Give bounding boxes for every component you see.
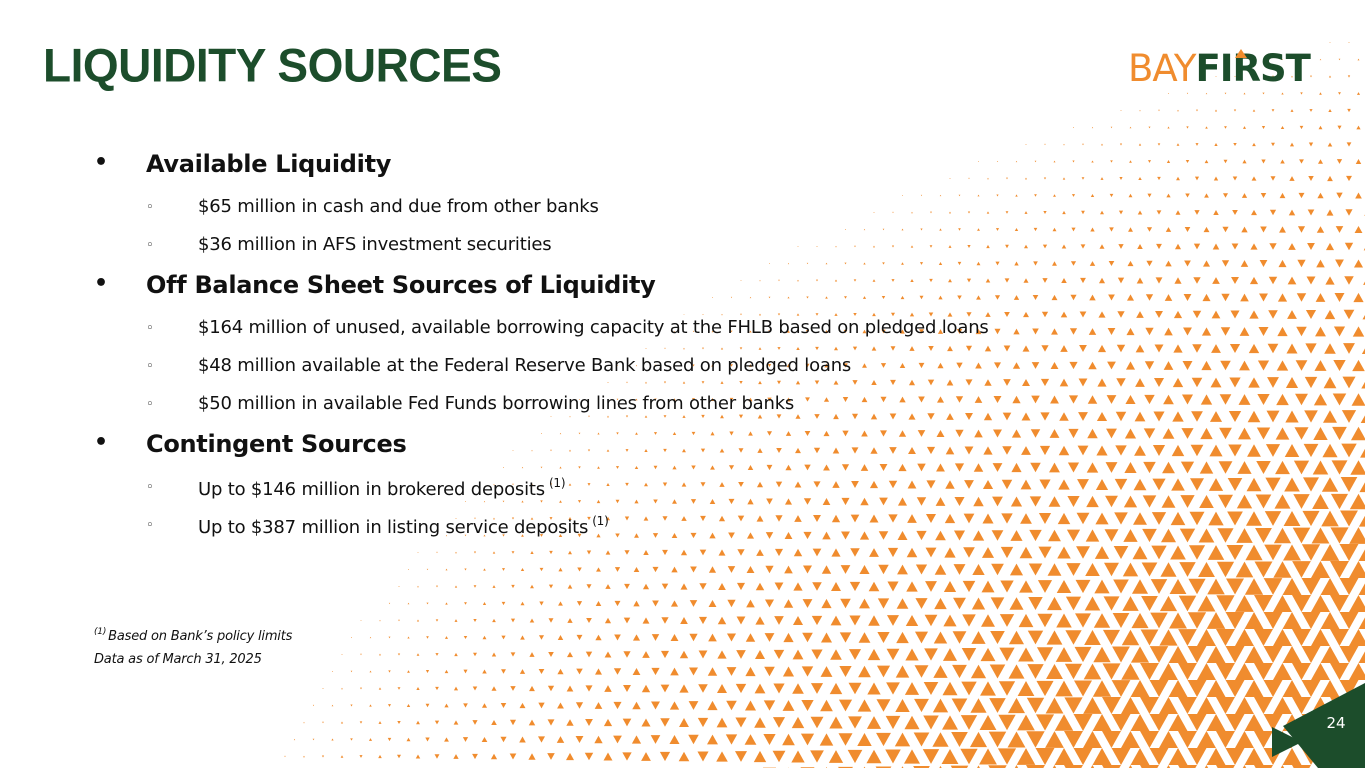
- footnote-marker: (1): [94, 627, 107, 637]
- bayfirst-logo: [1128, 47, 1310, 91]
- list-item-text: Up to $146 million in brokered deposits: [198, 479, 545, 500]
- sub-bullet-icon: ◦: [146, 518, 154, 533]
- list-item-text: Up to $387 million in listing service deposits: [198, 517, 589, 538]
- sub-bullet-icon: ◦: [146, 200, 154, 215]
- section-heading-text: Available Liquidity: [146, 150, 392, 178]
- page-number: 24: [1326, 714, 1346, 732]
- page-title: LIQUIDITY SOURCES: [43, 38, 502, 92]
- list-item-text: $164 million of unused, available borrowing capacity at the FHLB based on pledged loans: [198, 317, 989, 338]
- sub-bullet-icon: ◦: [146, 238, 154, 253]
- list-item-text: $50 million in available Fed Funds borrowing lines from other banks: [198, 393, 795, 414]
- sub-bullet-icon: ◦: [146, 480, 154, 495]
- list-item-text: $48 million available at the Federal Reserve Bank based on pledged loans: [198, 355, 852, 376]
- footnote-ref: (1): [592, 514, 609, 528]
- logo-accent-triangle: [1235, 49, 1247, 58]
- footnote-ref: (1): [548, 476, 566, 490]
- sub-bullet-icon: ◦: [146, 359, 154, 374]
- bullet-icon: •: [94, 150, 109, 175]
- bullet-icon: •: [94, 430, 109, 455]
- logo-text-bay: BAY: [1128, 47, 1196, 90]
- section-heading-text: Off Balance Sheet Sources of Liquidity: [146, 271, 656, 299]
- footnote-text: Based on Bank’s policy limits: [108, 629, 293, 644]
- footnote-data-date: Data as of March 31, 2025: [94, 652, 262, 667]
- list-item-text: $65 million in cash and due from other banks: [198, 196, 599, 217]
- section-heading-text: Contingent Sources: [146, 430, 407, 458]
- bullet-icon: •: [94, 271, 109, 296]
- logo-text-first: FIRST: [1195, 47, 1310, 90]
- sub-bullet-icon: ◦: [146, 321, 154, 336]
- sub-bullet-icon: ◦: [146, 397, 154, 412]
- list-item-text: $36 million in AFS investment securities: [198, 234, 552, 255]
- footnote-policy-limits: [94, 627, 292, 644]
